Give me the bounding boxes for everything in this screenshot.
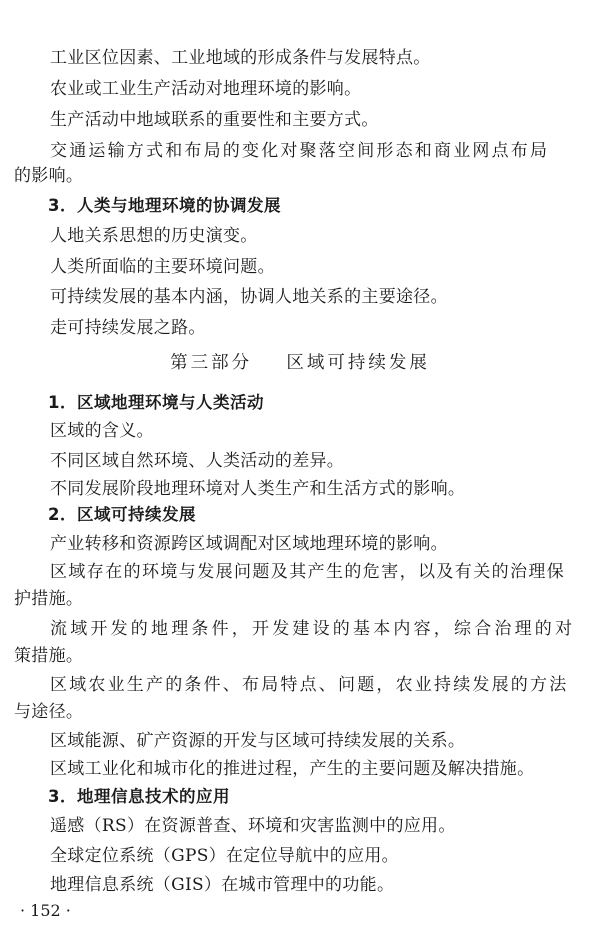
paragraph-industrial-location: 工业区位因素、工业地域的形成条件与发展特点。	[50, 48, 431, 68]
paragraph-transport-line2: 的影响。	[14, 166, 84, 186]
paragraph-industrialization-urbanization: 区域工业化和城市化的推进过程，产生的主要问题及解决措施。	[50, 759, 535, 779]
paragraph-development-stages: 不同发展阶段地理环境对人类生产和生活方式的影响。	[50, 479, 466, 499]
paragraph-regional-agriculture-line2: 与途径。	[14, 702, 84, 722]
section-heading-regional-sustainability: 2．区域可持续发展	[48, 505, 196, 524]
section-heading-human-environment: 3．人类与地理环境的协调发展	[48, 196, 281, 215]
paragraph-region-differences: 不同区域自然环境、人类活动的差异。	[50, 451, 345, 471]
paragraph-regional-problems-line2: 护措施。	[14, 589, 84, 609]
section-heading-geo-info-tech: 3．地理信息技术的应用	[48, 787, 230, 806]
paragraph-sustainable-road: 走可持续发展之路。	[50, 318, 206, 338]
paragraph-agri-industry-impact: 农业或工业生产活动对地理环境的影响。	[50, 79, 362, 99]
part-title: 第三部分 区域可持续发展	[170, 353, 430, 373]
paragraph-river-basin-line1: 流域开发的地理条件，开发建设的基本内容，综合治理的对	[50, 619, 576, 639]
paragraph-sustainability-basics: 可持续发展的基本内涵，协调人地关系的主要途径。	[50, 287, 448, 307]
paragraph-transport-line1: 交通运输方式和布局的变化对聚落空间形态和商业网点布局	[50, 141, 550, 161]
paragraph-regional-linkage: 生产活动中地域联系的重要性和主要方式。	[50, 110, 379, 130]
paragraph-environment-problems: 人类所面临的主要环境问题。	[50, 257, 275, 277]
section-heading-regional-environment: 1．区域地理环境与人类活动	[48, 393, 264, 412]
page-number: · 152 ·	[20, 901, 71, 920]
paragraph-regional-agriculture-line1: 区域农业生产的条件、布局特点、问题，农业持续发展的方法	[50, 675, 569, 695]
paragraph-gps: 全球定位系统（GPS）在定位导航中的应用。	[50, 846, 399, 866]
paragraph-gis: 地理信息系统（GIS）在城市管理中的功能。	[50, 875, 395, 895]
paragraph-remote-sensing: 遥感（RS）在资源普查、环境和灾害监测中的应用。	[50, 816, 456, 836]
paragraph-river-basin-line2: 策措施。	[14, 646, 84, 666]
paragraph-industrial-transfer: 产业转移和资源跨区域调配对区域地理环境的影响。	[50, 534, 448, 554]
paragraph-thought-evolution: 人地关系思想的历史演变。	[50, 226, 258, 246]
paragraph-regional-problems-line1: 区域存在的环境与发展问题及其产生的危害，以及有关的治理保	[50, 562, 566, 582]
paragraph-region-meaning: 区域的含义。	[50, 421, 154, 441]
paragraph-energy-minerals: 区域能源、矿产资源的开发与区域可持续发展的关系。	[50, 731, 466, 751]
